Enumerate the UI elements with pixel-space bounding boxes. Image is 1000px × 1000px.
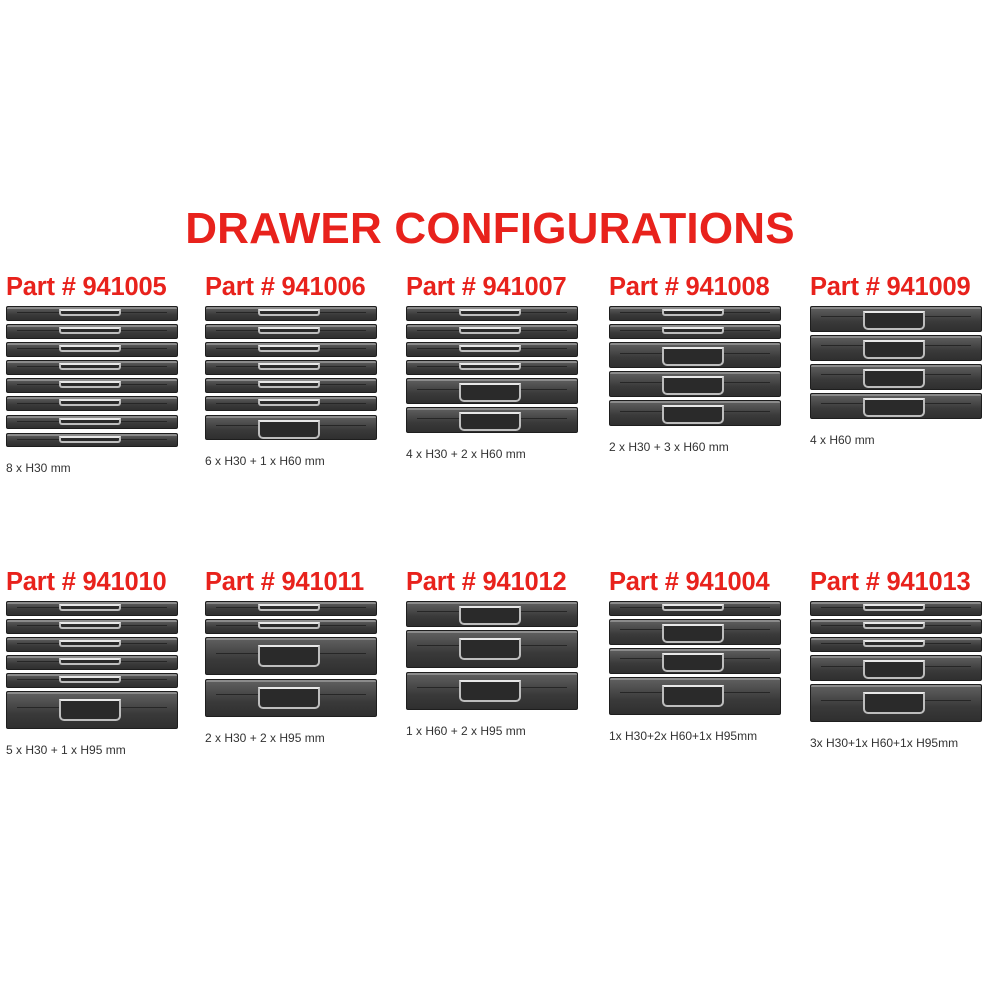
drawer-h95 <box>205 637 377 675</box>
drawer-h60 <box>810 306 982 332</box>
drawer-h30 <box>810 637 982 652</box>
drawer-h30 <box>205 342 377 357</box>
drawer-h30 <box>6 360 178 375</box>
drawer-handle-icon <box>258 309 320 316</box>
drawer-stack <box>810 601 982 722</box>
drawer-handle-icon <box>258 327 320 334</box>
drawer-h30 <box>205 378 377 393</box>
drawer-h30 <box>205 306 377 321</box>
drawer-handle-icon <box>863 340 925 359</box>
drawer-h30 <box>406 324 578 339</box>
drawer-description: 6 x H30 + 1 x H60 mm <box>205 454 325 469</box>
drawer-h30 <box>205 360 377 375</box>
drawer-h30 <box>6 415 178 430</box>
drawer-h30 <box>6 433 178 448</box>
drawer-description: 1 x H60 + 2 x H95 mm <box>406 723 526 738</box>
drawer-handle-icon <box>59 622 121 629</box>
drawer-h30 <box>6 396 178 411</box>
drawer-handle-icon <box>459 638 521 660</box>
drawer-handle-icon <box>662 604 724 611</box>
drawer-handle-icon <box>258 399 320 406</box>
drawer-h30 <box>609 306 781 321</box>
drawer-stack <box>406 601 578 710</box>
drawer-handle-icon <box>662 309 724 316</box>
config-941007 <box>406 272 584 461</box>
drawer-h30 <box>406 306 578 321</box>
drawer-handle-icon <box>662 624 724 643</box>
drawer-h60 <box>810 335 982 361</box>
drawer-h30 <box>810 601 982 616</box>
drawer-handle-icon <box>59 658 121 665</box>
drawer-h60 <box>810 393 982 419</box>
drawer-handle-icon <box>59 699 121 721</box>
drawer-handle-icon <box>258 687 320 709</box>
drawer-h60 <box>205 415 377 441</box>
part-number: Part # 941009 <box>810 273 971 301</box>
drawer-description: 4 x H60 mm <box>810 432 875 447</box>
drawer-h30 <box>205 619 377 634</box>
drawer-handle-icon <box>459 680 521 702</box>
drawer-handle-icon <box>863 640 925 647</box>
drawer-handle-icon <box>662 327 724 334</box>
drawer-handle-icon <box>59 436 121 443</box>
part-number: Part # 941010 <box>6 568 167 596</box>
config-941008 <box>609 272 787 454</box>
drawer-handle-icon <box>59 327 121 334</box>
drawer-handle-icon <box>863 398 925 417</box>
drawer-handle-icon <box>258 345 320 352</box>
drawer-handle-icon <box>59 418 121 425</box>
drawer-h30 <box>6 306 178 321</box>
drawer-handle-icon <box>863 369 925 388</box>
drawer-description: 3x H30+1x H60+1x H95mm <box>810 736 959 751</box>
config-941009 <box>810 272 988 447</box>
drawer-description: 8 x H30 mm <box>6 461 71 476</box>
drawer-handle-icon <box>662 376 724 395</box>
config-941004 <box>609 567 787 743</box>
drawer-handle-icon <box>258 622 320 629</box>
drawer-handle-icon <box>459 309 521 316</box>
drawer-h30 <box>6 619 178 634</box>
config-941006 <box>205 272 383 468</box>
drawer-h30 <box>609 601 781 616</box>
drawer-description: 2 x H30 + 2 x H95 mm <box>205 730 325 745</box>
drawer-handle-icon <box>258 645 320 667</box>
drawer-handle-icon <box>459 327 521 334</box>
drawer-h60 <box>609 371 781 397</box>
drawer-h30 <box>6 637 178 652</box>
drawer-h30 <box>6 342 178 357</box>
part-number: Part # 941006 <box>205 273 366 301</box>
drawer-handle-icon <box>59 676 121 683</box>
drawer-stack <box>6 601 178 729</box>
drawer-h30 <box>406 360 578 375</box>
part-number: Part # 941012 <box>406 568 567 596</box>
drawer-h60 <box>609 648 781 674</box>
drawer-handle-icon <box>59 604 121 611</box>
drawer-h60 <box>406 601 578 627</box>
drawer-handle-icon <box>863 660 925 679</box>
drawer-handle-icon <box>59 640 121 647</box>
drawer-handle-icon <box>258 420 320 439</box>
drawer-handle-icon <box>59 309 121 316</box>
drawer-stack <box>205 601 377 717</box>
drawer-h60 <box>810 364 982 390</box>
drawer-h60 <box>609 619 781 645</box>
drawer-description: 2 x H30 + 3 x H60 mm <box>609 439 729 454</box>
drawer-handle-icon <box>59 381 121 388</box>
drawer-h60 <box>406 407 578 433</box>
drawer-handle-icon <box>258 381 320 388</box>
drawer-stack <box>205 306 377 440</box>
drawer-description: 5 x H30 + 1 x H95 mm <box>6 743 126 758</box>
config-941013 <box>810 567 988 750</box>
drawer-h30 <box>205 601 377 616</box>
config-941011 <box>205 567 383 745</box>
drawer-handle-icon <box>459 363 521 370</box>
part-number: Part # 941004 <box>609 568 770 596</box>
drawer-handle-icon <box>863 604 925 611</box>
drawer-h30 <box>6 378 178 393</box>
drawer-h30 <box>609 324 781 339</box>
drawer-h30 <box>6 655 178 670</box>
part-number: Part # 941008 <box>609 273 770 301</box>
page-title: DRAWER CONFIGURATIONS <box>185 204 795 253</box>
drawer-stack <box>609 306 781 426</box>
drawer-stack <box>406 306 578 433</box>
drawer-handle-icon <box>59 363 121 370</box>
drawer-handle-icon <box>662 653 724 672</box>
drawer-h30 <box>810 619 982 634</box>
config-941005 <box>6 272 184 475</box>
drawer-h95 <box>609 677 781 715</box>
drawer-handle-icon <box>258 604 320 611</box>
drawer-description: 1x H30+2x H60+1x H95mm <box>609 729 758 744</box>
drawer-h30 <box>6 324 178 339</box>
drawer-h60 <box>406 378 578 404</box>
drawer-h30 <box>205 324 377 339</box>
drawer-stack <box>609 601 781 715</box>
part-number: Part # 941005 <box>6 273 167 301</box>
drawer-handle-icon <box>863 311 925 330</box>
drawer-h95 <box>406 672 578 710</box>
drawer-handle-icon <box>662 347 724 366</box>
drawer-h95 <box>810 684 982 722</box>
drawer-h60 <box>609 342 781 368</box>
drawer-h30 <box>406 342 578 357</box>
config-941012 <box>406 567 584 738</box>
drawer-handle-icon <box>863 622 925 629</box>
part-number: Part # 941007 <box>406 273 567 301</box>
drawer-h30 <box>6 601 178 616</box>
drawer-h60 <box>810 655 982 681</box>
drawer-handle-icon <box>459 345 521 352</box>
drawer-h95 <box>406 630 578 668</box>
drawer-handle-icon <box>459 606 521 625</box>
drawer-h30 <box>6 673 178 688</box>
drawer-handle-icon <box>258 363 320 370</box>
drawer-h95 <box>6 691 178 729</box>
part-number: Part # 941011 <box>205 568 365 596</box>
drawer-handle-icon <box>459 412 521 431</box>
drawer-handle-icon <box>59 399 121 406</box>
drawer-handle-icon <box>59 345 121 352</box>
drawer-stack <box>810 306 982 419</box>
drawer-handle-icon <box>459 383 521 402</box>
drawer-handle-icon <box>662 685 724 707</box>
drawer-h60 <box>609 400 781 426</box>
drawer-description: 4 x H30 + 2 x H60 mm <box>406 446 526 461</box>
part-number: Part # 941013 <box>810 568 971 596</box>
drawer-stack <box>6 306 178 447</box>
config-941010 <box>6 567 184 757</box>
drawer-handle-icon <box>662 405 724 424</box>
drawer-h30 <box>205 396 377 411</box>
drawer-handle-icon <box>863 692 925 714</box>
drawer-h95 <box>205 679 377 717</box>
